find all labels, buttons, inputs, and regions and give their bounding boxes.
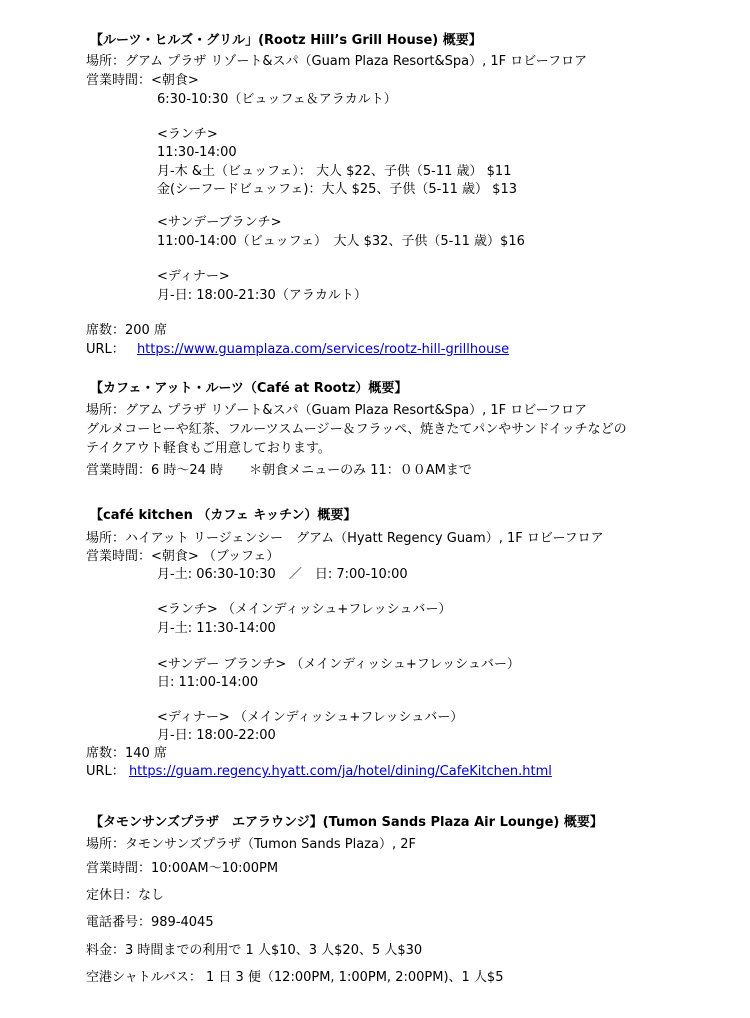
tumon-fee: 料金：3 時間までの利用で 1 人$10、3 人$20、5 人$30 <box>86 943 423 958</box>
tumon-closed: 定休日：なし <box>86 888 165 903</box>
rootz-lunch-label: <ランチ> <box>157 127 218 142</box>
rootz-lunch-friday: 金(シーフードビュッフェ)：大人 $25、子供（5-11 歳） $13 <box>157 182 517 197</box>
cafe-kitchen-url-row <box>86 763 552 780</box>
rootz-lunch-hours: 11:30-14:00 <box>157 145 237 160</box>
cafe-kitchen-breakfast: 月-土: 06:30-10:30 ／ 日: 7:00-10:00 <box>157 567 408 582</box>
tumon-phone: 電話番号：989-4045 <box>86 915 214 930</box>
cafe-kitchen-hours-label: 営業時間：<朝食> （ブッフェ） <box>86 549 280 564</box>
rootz-dinner-label: <ディナー> <box>157 269 230 284</box>
cafe-kitchen-sunday: 日: 11:00-14:00 <box>157 675 259 690</box>
cafe-rootz-desc-2: テイクアウト軽食もご用意しております。 <box>86 441 331 456</box>
cafe-kitchen-url-label: URL： <box>86 764 125 779</box>
tumon-location: 場所：タモンサンズプラザ（Tumon Sands Plaza）, 2F <box>86 837 416 852</box>
cafe-kitchen-seats: 席数：140 席 <box>86 746 167 761</box>
rootz-url-label: URL： <box>86 342 125 357</box>
rootz-lunch-weekday: 月-木 &土（ビュッフェ）： 大人 $22、子供（5-11 歳） $11 <box>157 164 512 179</box>
rootz-heading: 【ルーツ・ヒルズ・グリル」(Rootz Hill’s Grill House) 概要】 <box>90 33 482 48</box>
cafe-kitchen-dinner-label: <ディナー> （メインディッシュ+フレッシュバー） <box>157 710 464 725</box>
rootz-sunday-label: <サンデーブランチ> <box>157 215 282 230</box>
cafe-kitchen-lunch: 月-土: 11:30-14:00 <box>157 621 276 636</box>
tumon-heading: 【タモンサンズプラザ エアラウンジ】(Tumon Sands Plaza Air Lounge) 概要】 <box>90 815 603 830</box>
tumon-hours: 営業時間：10:00AM〜10:00PM <box>86 861 279 876</box>
rootz-url-row <box>86 341 509 358</box>
cafe-kitchen-lunch-label: <ランチ> （メインディッシュ+フレッシュバー） <box>157 602 452 617</box>
cafe-kitchen-heading: 【café kitchen （カフェ キッチン）概要】 <box>90 508 357 523</box>
rootz-sunday: 11:00-14:00（ビュッフェ） 大人 $32、子供（5-11 歳）$16 <box>157 234 525 249</box>
cafe-rootz-hours: 営業時間：6 時〜24 時 ＊朝食メニューのみ 11：００AMまで <box>86 463 472 478</box>
rootz-location: 場所：グアム プラザ リゾート&スパ（Guam Plaza Resort&Spa）, 1F ロビーフロア <box>86 54 588 69</box>
cafe-rootz-heading: 【カフェ・アット・ルーツ（Café at Rootz）概要】 <box>90 381 408 396</box>
rootz-dinner: 月-日: 18:00-21:30（アラカルト） <box>157 288 367 303</box>
rootz-breakfast: 6:30-10:30（ビュッフェ＆アラカルト） <box>157 92 397 107</box>
cafe-kitchen-dinner: 月-日: 18:00-22:00 <box>157 728 276 743</box>
cafe-kitchen-location: 場所：ハイアット リージェンシー グアム（Hyatt Regency Guam）, 1F ロビーフロア <box>86 531 604 546</box>
rootz-hours-label: 営業時間：<朝食> <box>86 73 199 88</box>
cafe-kitchen-url-link[interactable]: https://guam.regency.hyatt.com/ja/hotel/dining/CafeKitchen.html <box>128 764 552 779</box>
cafe-kitchen-sunday-label: <サンデー ブランチ> （メインディッシュ+フレッシュバー） <box>157 657 520 672</box>
rootz-seats: 席数：200 席 <box>86 323 167 338</box>
rootz-url-link[interactable]: https://www.guamplaza.com/services/rootz-hill-grillhouse <box>136 342 510 357</box>
cafe-rootz-location: 場所：グアム プラザ リゾート&スパ（Guam Plaza Resort&Spa）, 1F ロビーフロア <box>86 403 588 418</box>
tumon-shuttle: 空港シャトルバス： 1 日 3 便（12:00PM, 1:00PM, 2:00PM)、1 人$5 <box>86 970 504 985</box>
cafe-rootz-desc-1: グルメコーヒーや紅茶、フルーツスムージー＆フラッペ、焼きたてパンやサンドイッチなどの <box>86 422 627 437</box>
